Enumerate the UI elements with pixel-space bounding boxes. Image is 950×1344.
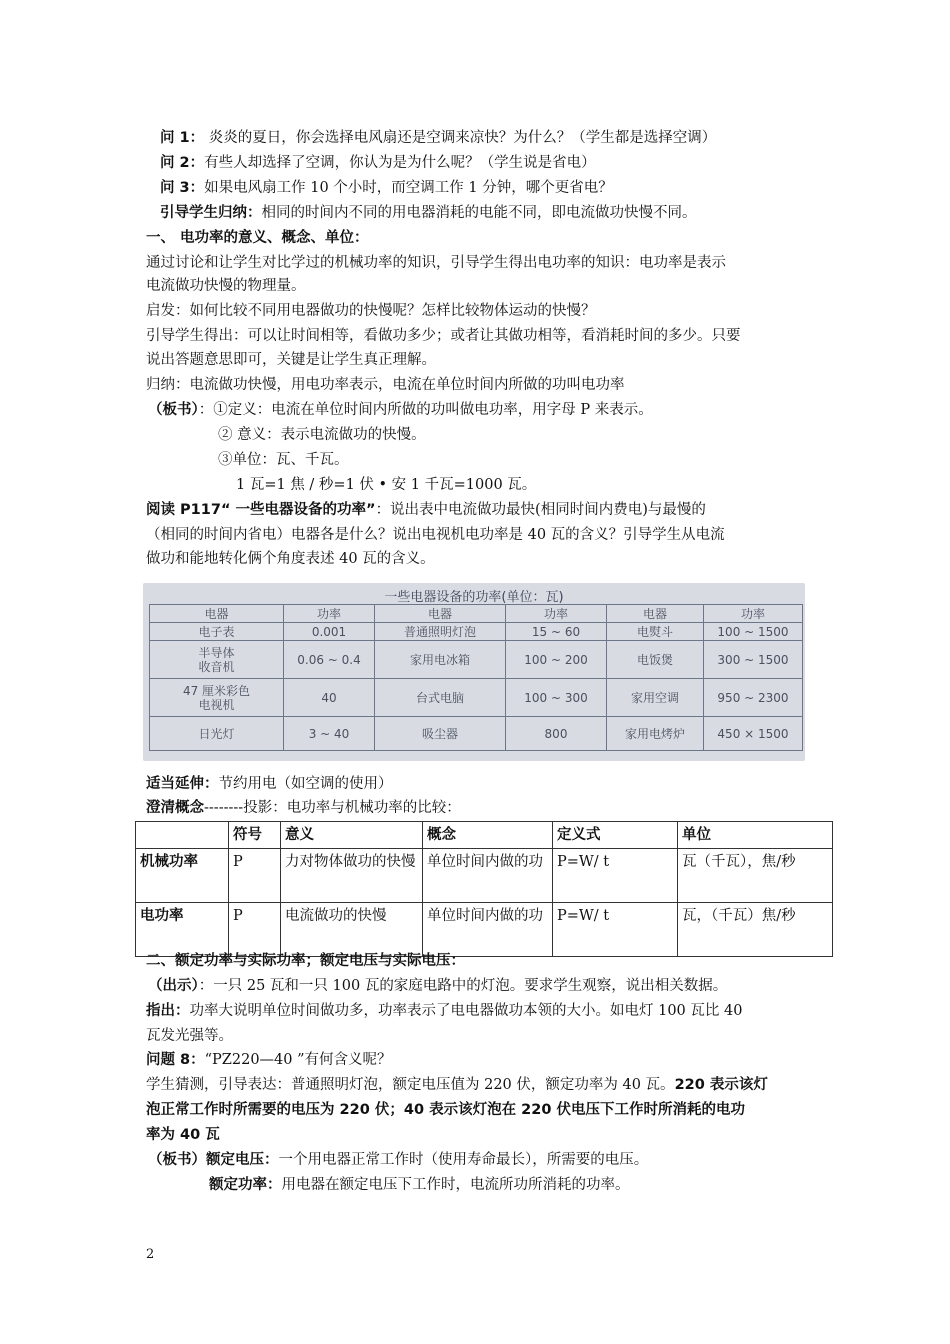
board-meaning: ② 意义：表示电流做功的快慢。 [218,427,426,443]
table-cell: 瓦，（千瓦）焦/秒 [678,903,833,957]
photo-table [149,604,803,751]
q2-line: 问 2：有些人却选择了空调，你认为是为什么呢？（学生说是省电） [160,155,596,171]
photo-cell: 450 × 1500 [704,717,803,751]
answer-line: 泡正常工作时所需要的电压为 220 伏；40 表示该灯泡在 220 伏电压下工作时所消耗的电功 [146,1102,745,1118]
paragraph-line: 归纳：电流做功快慢，用电功率表示，电流在单位时间内所做的功叫电功率 [146,377,625,393]
table-header: 单位 [678,822,833,849]
table-cell: P=W/ t [553,849,678,903]
section-1-heading: 一、 电功率的意义、概念、单位： [146,230,369,246]
photo-header: 电器 [150,605,284,623]
table-header [136,822,229,849]
photo-cell: 15 ~ 60 [506,623,607,641]
photo-cell: 家用电烤炉 [607,717,704,751]
photo-cell: 普通照明灯泡 [375,623,506,641]
q1-line: 问 1： 炎炎的夏日，你会选择电风扇还是空调来凉快？为什么？（学生都是选择空调） [160,130,717,146]
table-header: 意义 [281,822,423,849]
q3-line: 问 3：如果电风扇工作 10 个小时，而空调工作 1 分钟，哪个更省电？ [160,180,613,196]
photo-header: 功率 [704,605,803,623]
photo-cell: 47 厘米彩色 电视机 [150,679,284,717]
photo-cell: 台式电脑 [375,679,506,717]
rated-voltage-line: （板书）额定电压：一个用电器正常工作时（使用寿命最长），所需要的电压。 [148,1152,649,1168]
photo-cell: 100 ~ 1500 [704,623,803,641]
photo-header: 功率 [284,605,375,623]
table-header: 定义式 [553,822,678,849]
paragraph-line: 通过讨论和让学生对比学过的机械功率的知识，引导学生得出电功率的知识：电功率是表示 [146,255,726,271]
answer-line: 学生猜测，引导表达：普通照明灯泡，额定电压值为 220 伏，额定功率为 40 瓦。220 表示该灯 [146,1077,768,1093]
photo-header: 电器 [375,605,506,623]
photo-cell: 家用电冰箱 [375,641,506,679]
photo-cell: 家用空调 [607,679,704,717]
photo-cell: 吸尘器 [375,717,506,751]
photo-cell: 3 ~ 40 [284,717,375,751]
table-row-label: 电功率 [136,903,229,957]
reading-line: （相同的时间内省电）电器各是什么？说出电视机电功率是 40 瓦的含义？引导学生从电流 [146,527,725,543]
section-2-heading: 二、额定功率与实际功率；额定电压与实际电压： [146,953,465,969]
table-cell: P=W/ t [553,903,678,957]
photo-cell: 950 ~ 2300 [704,679,803,717]
photo-cell: 电子表 [150,623,284,641]
table-header: 概念 [423,822,553,849]
paragraph-line: 引导学生得出：可以让时间相等，看做功多少；或者让其做功相等，看消耗时间的多少。只要 [146,328,741,344]
unit-formula: 1 瓦=1 焦 / 秒=1 伏 • 安 1 千瓦=1000 瓦。 [236,477,537,493]
table-cell: 单位时间内做的功 [423,903,553,957]
photo-cell: 电饭煲 [607,641,704,679]
table-row-label: 机械功率 [136,849,229,903]
photo-cell: 100 ~ 300 [506,679,607,717]
table-cell: P [229,849,281,903]
page-number: 2 [146,1247,155,1262]
textbook-table-photo [143,583,805,761]
paragraph-line: 说出答题意思即可，关键是让学生真正理解。 [146,352,436,368]
paragraph-line: 启发：如何比较不同用电器做功的快慢呢？怎样比较物体运动的快慢？ [146,303,596,319]
extension-line: 适当延伸：节约用电（如空调的使用） [146,776,393,792]
table-cell: 力对物体做功的快慢 [281,849,423,903]
photo-cell: 半导体 收音机 [150,641,284,679]
board-unit: ③单位：瓦、千瓦。 [218,452,349,468]
photo-cell: 800 [506,717,607,751]
photo-cell: 0.001 [284,623,375,641]
table-header: 符号 [229,822,281,849]
board-definition: （板书）：①定义：电流在单位时间内所做的功叫做电功率，用字母 P 来表示。 [148,402,653,418]
point-line: 瓦发光强等。 [146,1028,233,1044]
table-cell: 单位时间内做的功 [423,849,553,903]
photo-header: 电器 [607,605,704,623]
table-cell: P [229,903,281,957]
reading-line: 做功和能地转化俩个角度表述 40 瓦的含义。 [146,551,435,567]
photo-header: 功率 [506,605,607,623]
table-cell: 瓦（千瓦），焦/秒 [678,849,833,903]
photo-cell: 0.06 ~ 0.4 [284,641,375,679]
photo-table-title: 一些电器设备的功率(单位：瓦) [384,590,564,605]
photo-cell: 100 ~ 200 [506,641,607,679]
show-line: （出示）：一只 25 瓦和一只 100 瓦的家庭电路中的灯泡。要求学生观察，说出相关数据。 [148,978,728,994]
paragraph-line: 电流做功快慢的物理量。 [146,278,306,294]
reading-line: 阅读 P117“ 一些电器设备的功率”：说出表中电流做功最快(相同时间内费电)与最慢的 [146,502,706,518]
photo-cell: 300 ~ 1500 [704,641,803,679]
photo-cell: 电熨斗 [607,623,704,641]
answer-line: 率为 40 瓦 [146,1127,220,1143]
point-line: 指出：功率大说明单位时间做功多，功率表示了电电器做功本领的大小。如电灯 100 瓦比 40 [146,1003,743,1019]
rated-power-line: 额定功率：用电器在额定电压下工作时，电流所功所消耗的功率。 [209,1177,630,1193]
power-comparison-table [135,821,833,957]
table-cell: 电流做功的快慢 [281,903,423,957]
photo-cell: 40 [284,679,375,717]
question-8-line: 问题 8：“PZ220—40 ”有何含义呢？ [146,1052,392,1068]
summary-line: 引导学生归纳：相同的时间内不同的用电器消耗的电能不同，即电流做功快慢不同。 [160,205,697,221]
photo-cell: 日光灯 [150,717,284,751]
clarify-line: 澄清概念--------投影：电功率与机械功率的比较： [146,800,461,816]
